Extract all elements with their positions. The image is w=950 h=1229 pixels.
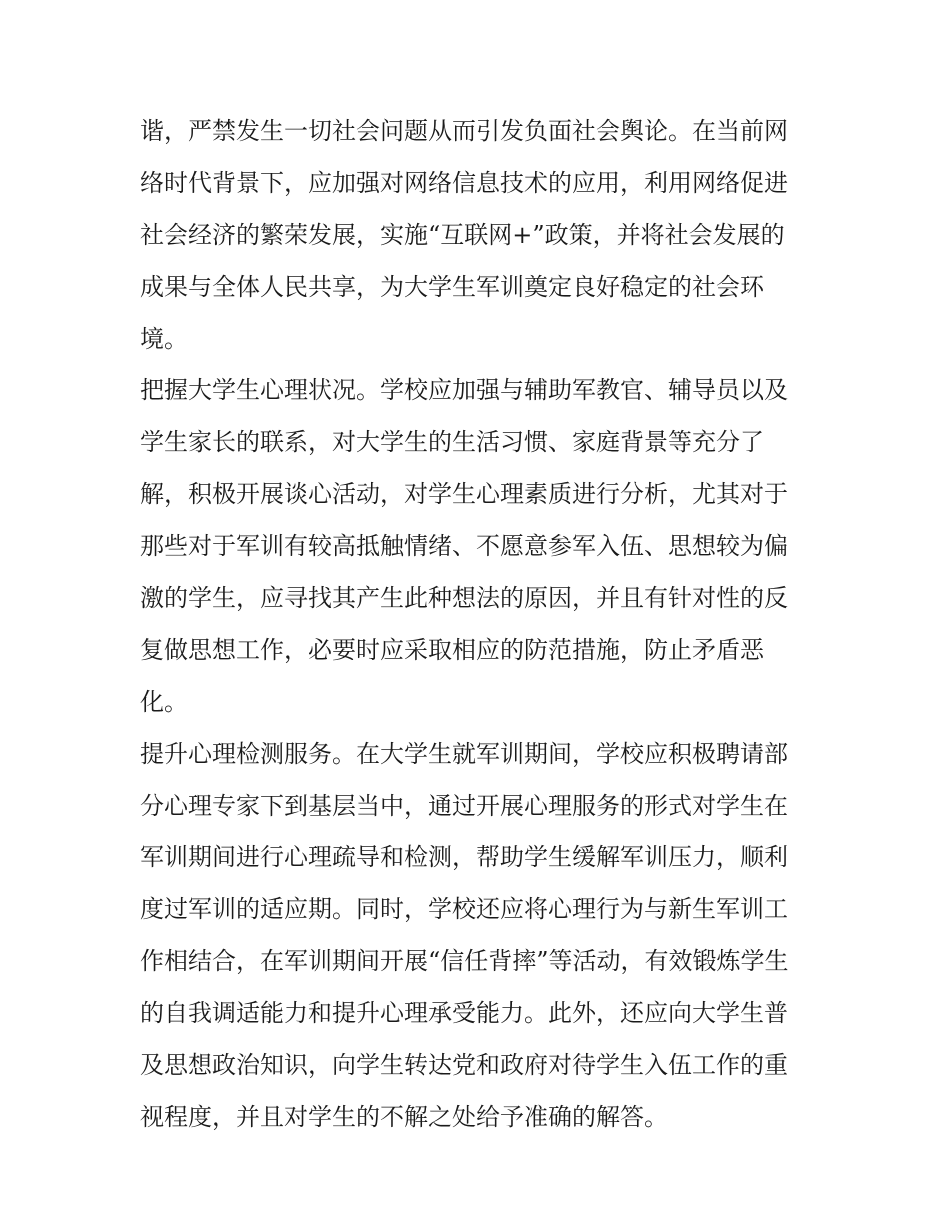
text-line: 络时代背景下，应加强对网络信息技术的应用，利用网络促进 <box>140 168 788 197</box>
text-line: 提升心理检测服务。在大学生就军训期间，学校应积极聘请部 <box>140 739 788 768</box>
text-line: 复做思想工作，必要时应采取相应的防范措施，防止矛盾恶 <box>140 635 764 664</box>
document-body <box>140 106 820 1144</box>
text-line: 的自我调适能力和提升心理承受能力。此外，还应向大学生普 <box>140 999 788 1028</box>
text-line: 成果与全体人民共享，为大学生军训奠定良好稳定的社会环 <box>140 272 764 301</box>
text-line: 解，积极开展谈心活动，对学生心理素质进行分析，尤其对于 <box>140 480 788 509</box>
text-line: 境。 <box>140 324 188 353</box>
text-line: 激的学生，应寻找其产生此种想法的原因，并且有针对性的反 <box>140 584 788 613</box>
text-line: 度过军训的适应期。同时，学校还应将心理行为与新生军训工 <box>140 895 788 924</box>
text-line: 把握大学生心理状况。学校应加强与辅助军教官、辅导员以及 <box>140 376 788 405</box>
text-line: 军训期间进行心理疏导和检测，帮助学生缓解军训压力，顺利 <box>140 843 788 872</box>
text-line: 谐，严禁发生一切社会问题从而引发负面社会舆论。在当前网 <box>140 117 788 145</box>
text-line: 学生家长的联系，对大学生的生活习惯、家庭背景等充分了 <box>140 428 764 457</box>
text-line: 那些对于军训有较高抵触情绪、不愿意参军入伍、思想较为偏 <box>140 532 788 561</box>
text-line: 作相结合，在军训期间开展“信任背摔”等活动，有效锻炼学生 <box>140 947 789 976</box>
text-line: 及思想政治知识，向学生转达党和政府对待学生入伍工作的重 <box>140 1051 788 1080</box>
text-line: 视程度，并且对学生的不解之处给予准确的解答。 <box>140 1102 668 1131</box>
text-line: 分心理专家下到基层当中，通过开展心理服务的形式对学生在 <box>140 791 788 820</box>
text-line: 社会经济的繁荣发展，实施“互联网+”政策，并将社会发展的 <box>140 220 785 249</box>
text-line: 化。 <box>140 687 188 716</box>
